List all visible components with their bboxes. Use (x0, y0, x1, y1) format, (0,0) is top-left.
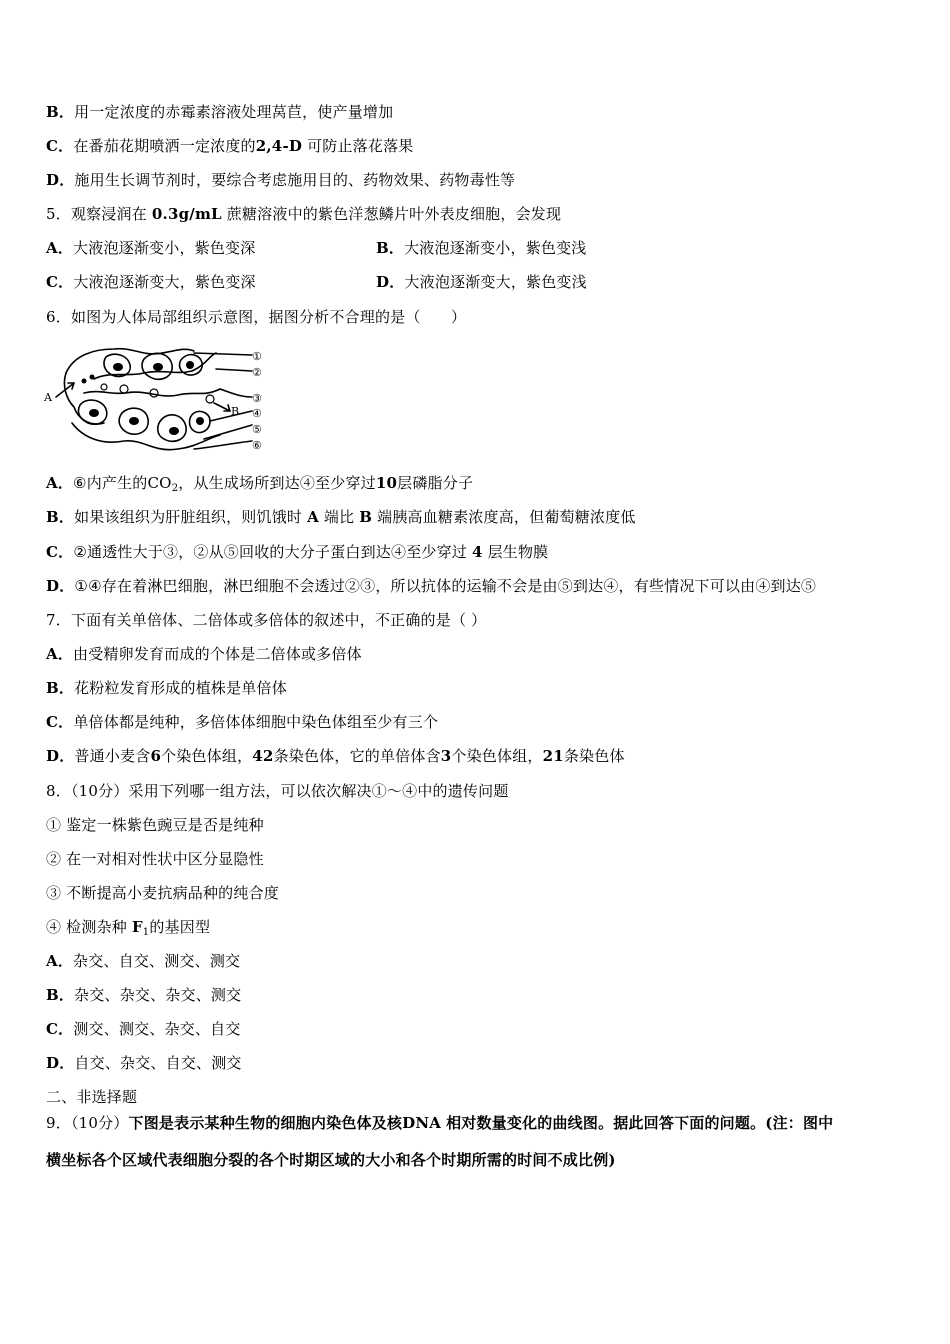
diagram-label-a: A (44, 391, 52, 404)
option-letter: C． (46, 1020, 74, 1038)
q8-item-2 (46, 849, 264, 869)
option-bold-text: A (307, 508, 319, 526)
q8-item-1 (46, 815, 264, 835)
option-text: 在番茄花期喷洒一定浓度的 (73, 137, 256, 155)
option-letter: A． (46, 239, 74, 257)
cell-nucleus (89, 409, 99, 417)
option-text: 施用生长调节剂时，要综合考虑施用目的、药物效果、药物毒性等 (74, 171, 516, 189)
option-text: 大液泡逐渐变小，紫色变深 (73, 239, 256, 257)
section-heading: 二、非选择题 (46, 1088, 138, 1106)
blood-cell (150, 389, 158, 397)
option-letter: D． (46, 577, 75, 595)
q7-option-a (46, 644, 362, 664)
option-text: ②通透性大于③，②从⑤回收的大分子蛋白到达④至少穿过 (73, 543, 467, 561)
option-bold-text: 3 (440, 747, 452, 765)
option-letter: D． (46, 1054, 75, 1072)
cell-nucleus (153, 363, 163, 371)
option-text: 普通小麦含 (74, 747, 151, 765)
option-text: 由受精卵发育而成的个体是二倍体或多倍体 (73, 645, 362, 663)
cell-nucleus (169, 427, 179, 435)
q9-stem-line-1 (46, 1113, 833, 1133)
option-letter: B． (376, 239, 405, 257)
option-text: 自交、杂交、自交、测交 (74, 1054, 242, 1072)
question-text: 7．下面有关单倍体、二倍体或多倍体的叙述中，不正确的是（ ） (46, 611, 487, 629)
option-letter: D． (46, 747, 75, 765)
option-text: 杂交、自交、测交、测交 (73, 952, 241, 970)
formula-subscript: 2 (171, 483, 179, 494)
question-bold-text: 下图是表示某种生物的细胞内染色体及核 (128, 1114, 403, 1132)
question-bold-text: DNA (402, 1114, 442, 1132)
leader-line-3 (220, 389, 252, 397)
item-text: 的基因型 (149, 918, 211, 936)
option-text: 端胰高血糖素浓度高，但葡萄糖浓度低 (377, 508, 636, 526)
q6-option-d (46, 576, 816, 596)
option-letter: D． (376, 273, 405, 291)
option-text: ①④存在着淋巴细胞，淋巴细胞不会透过②③，所以抗体的运输不会是由⑤到达④，有些情况下可以由④到达⑤ (74, 577, 817, 595)
leader-line-1 (194, 353, 252, 355)
option-text: 用一定浓度的赤霉素溶液处理莴苣，使产量增加 (74, 103, 394, 121)
option-letter: A． (46, 952, 74, 970)
q7-option-d (46, 746, 625, 766)
option-bold-text: 42 (252, 747, 274, 765)
option-letter: B． (46, 103, 75, 121)
cell-nucleus (196, 417, 204, 425)
lymph-vessel-wall (72, 423, 220, 450)
option-letter: C． (46, 273, 74, 291)
option-text: 个染色体组， (161, 747, 253, 765)
question-text: 蔗糖溶液中的紫色洋葱鳞片叶外表皮细胞，会发现 (226, 205, 562, 223)
tissue-diagram (44, 343, 274, 465)
option-text: 花粉粒发育形成的植株是单倍体 (74, 679, 287, 697)
item-bold-text: F (131, 918, 143, 936)
option-letter: A． (46, 474, 74, 492)
q8-stem (46, 781, 509, 801)
q6-option-c (46, 542, 548, 562)
option-text: 杂交、杂交、杂交、测交 (74, 986, 242, 1004)
option-bold-text: 4 (471, 543, 483, 561)
option-bold-text: B (359, 508, 373, 526)
leader-line-2 (216, 369, 252, 371)
option-text: 条染色体 (563, 747, 625, 765)
q5-options-row-1 (46, 238, 906, 258)
cell-nucleus (129, 417, 139, 425)
diagram-label-5: ⑤ (252, 423, 262, 436)
blood-cell (120, 385, 128, 393)
question-text: 6．如图为人体局部组织示意图，据图分析不合理的是（ ） (46, 308, 467, 326)
option-letter: C． (46, 543, 74, 561)
q6-option-a (46, 473, 473, 493)
option-text: 大液泡逐渐变大，紫色变深 (73, 273, 256, 291)
q8-option-a (46, 951, 240, 971)
q7-option-b (46, 678, 287, 698)
section-title (46, 1087, 137, 1107)
q5-option-a (46, 239, 255, 257)
q5-option-b (376, 238, 587, 258)
option-bold-text: 21 (542, 747, 564, 765)
diagram-label-b: B (231, 405, 240, 418)
item-subscript: 1 (142, 927, 150, 938)
question-bold-text: 相对数量变化的曲线图。据此回答下面的问题。(注：图中 (446, 1114, 834, 1132)
q8-item-4 (46, 917, 210, 937)
q4-option-b (46, 102, 393, 122)
q8-option-c (46, 1019, 241, 1039)
diagram-label-1: ① (252, 350, 262, 363)
option-letter: C． (46, 137, 74, 155)
diagram-label-2: ② (252, 366, 262, 379)
option-text: 端比 (323, 508, 355, 526)
option-text: ，从生成场所到达④至少穿过 (178, 474, 376, 492)
option-text: 大液泡逐渐变小，紫色变浅 (404, 239, 587, 257)
option-bold-text: 2,4-D (255, 137, 303, 155)
option-letter: B． (46, 679, 75, 697)
q9-stem-line-2 (46, 1150, 616, 1170)
q4-option-c (46, 136, 413, 156)
question-number: 9．（10分） (46, 1114, 129, 1132)
blood-cell (90, 375, 95, 380)
question-text: 8．（10分）采用下列哪一组方法，可以依次解决①～④中的遗传问题 (46, 782, 509, 800)
blood-cell (101, 384, 107, 390)
arrow-b (214, 403, 230, 411)
leader-line-5 (204, 425, 252, 439)
q7-stem (46, 610, 486, 630)
cell-nucleus (186, 361, 194, 369)
formula-co2: CO (147, 474, 172, 492)
option-bold-text: 6 (150, 747, 162, 765)
diagram-label-6: ⑥ (252, 439, 262, 452)
option-text: 条染色体，它的单倍体含 (273, 747, 441, 765)
blood-cell (206, 395, 214, 403)
q5-options-row-2 (46, 272, 906, 292)
diagram-label-3: ③ (252, 392, 262, 405)
option-text: 测交、测交、杂交、自交 (73, 1020, 241, 1038)
option-text: 层生物膜 (487, 543, 549, 561)
option-text: 单倍体都是纯种，多倍体体细胞中染色体组至少有三个 (73, 713, 439, 731)
q5-option-d (376, 272, 587, 292)
question-bold-text: 横坐标各个区域代表细胞分裂的各个时期区域的大小和各个时期所需的时间不成比例) (46, 1151, 616, 1169)
option-text: 层磷脂分子 (397, 474, 474, 492)
option-text: 可防止落花落果 (307, 137, 414, 155)
option-letter: D． (46, 171, 75, 189)
q4-option-d (46, 170, 515, 190)
option-letter: C． (46, 713, 74, 731)
q8-option-b (46, 985, 241, 1005)
question-text: 5．观察浸润在 (46, 205, 147, 223)
option-letter: B． (46, 986, 75, 1004)
q8-option-d (46, 1053, 242, 1073)
item-text: ② 在一对相对性状中区分显隐性 (46, 850, 264, 868)
q7-option-c (46, 712, 438, 732)
q6-stem (46, 307, 466, 327)
option-letter: A． (46, 645, 74, 663)
q5-option-c (46, 273, 256, 291)
question-bold-text: 0.3g/mL (151, 205, 222, 223)
option-bold-text: 10 (375, 474, 398, 492)
q5-stem (46, 204, 561, 224)
item-text: ④ 检测杂种 (46, 918, 127, 936)
cell-nucleus (113, 363, 123, 371)
item-text: ① 鉴定一株紫色豌豆是否是纯种 (46, 816, 264, 834)
blood-cell (82, 379, 87, 384)
option-text: ⑥内产生的 (73, 474, 148, 492)
item-text: ③ 不断提高小麦抗病品种的纯合度 (46, 884, 279, 902)
diagram-label-4: ④ (252, 407, 262, 420)
q6-option-b (46, 507, 636, 527)
option-text: 如果该组织为肝脏组织，则饥饿时 (74, 508, 303, 526)
q8-item-3 (46, 883, 279, 903)
option-text: 大液泡逐渐变大，紫色变浅 (404, 273, 587, 291)
option-text: 个染色体组， (451, 747, 543, 765)
option-letter: B． (46, 508, 75, 526)
